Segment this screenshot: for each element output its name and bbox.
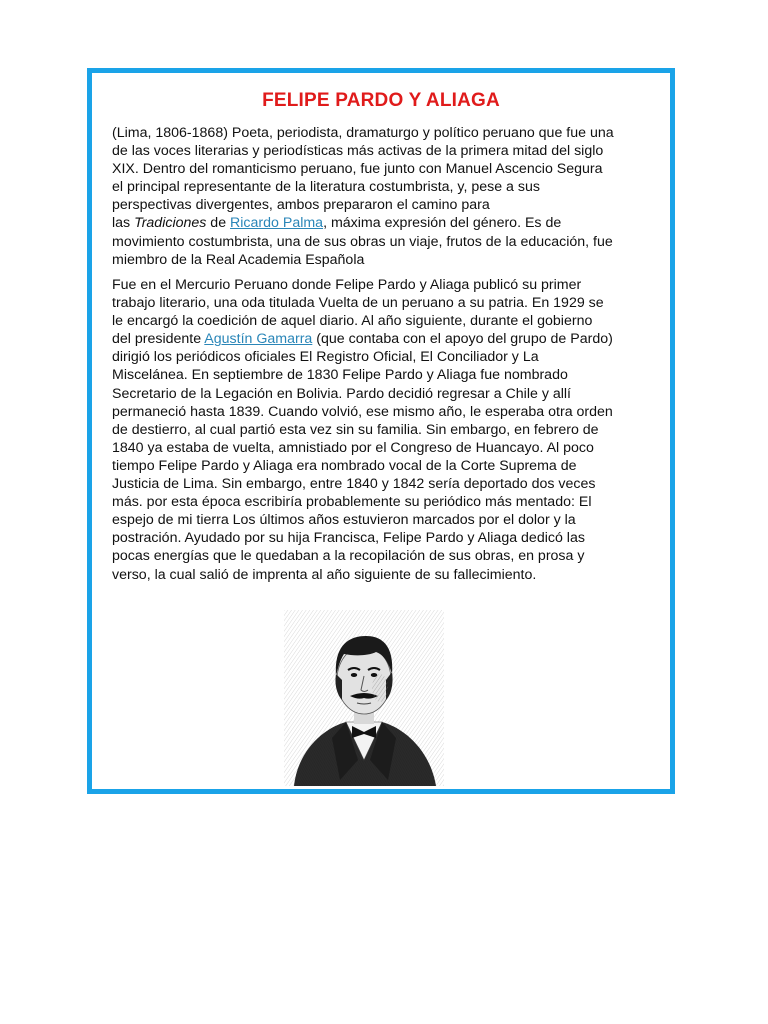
text-line: movimiento costumbrista, una de sus obras un viaje, frutos de la educación, fue — [112, 233, 613, 250]
link-ricardo-palma[interactable]: Ricardo Palma — [230, 215, 324, 232]
text-line: trabajo literario, una oda titulada Vuelta de un peruano a su patria. En 1929 se — [112, 295, 604, 312]
text-line: Justicia de Lima. Sin embargo, entre 1840 y 1842 sería deportado dos veces — [112, 476, 596, 493]
text-line: tiempo Felipe Pardo y Aliaga era nombrado vocal de la Corte Suprema de — [112, 457, 577, 474]
text-line — [112, 214, 664, 232]
text-line: perspectivas divergentes, ambos prepararon el camino para — [112, 197, 490, 214]
text-line: XIX. Dentro del romanticismo peruano, fue junto con Manuel Ascencio Segura — [112, 161, 603, 178]
text-line: verso, la cual salió de imprenta al año siguiente de su fallecimiento. — [112, 566, 537, 583]
content-frame — [87, 68, 675, 794]
text-fragment: del presidente — [112, 331, 205, 348]
text-line: el principal representante de la literatura costumbrista, y, pese a sus — [112, 179, 540, 196]
text-line: 1840 ya estaba de vuelta, amnistiado por el Congreso de Huancayo. Al poco — [112, 439, 594, 456]
italic-title-tradiciones: Tradiciones — [134, 215, 207, 232]
biography-paragraph-2 — [112, 276, 664, 584]
text-line: de las voces literarias y periodísticas más activas de la primera mitad del siglo — [112, 143, 604, 160]
text-line: dirigió los periódicos oficiales El Registro Oficial, El Conciliador y La — [112, 349, 539, 366]
text-fragment: de — [206, 215, 231, 232]
text-line: permaneció hasta 1839. Cuando volvió, ese mismo año, le esperaba otra orden — [112, 403, 613, 420]
page-title: FELIPE PARDO Y ALIAGA — [262, 90, 500, 111]
text-line — [112, 330, 664, 348]
text-fragment: , máxima expresión del género. Es de — [323, 215, 562, 232]
text-line: Fue en el Mercurio Peruano donde Felipe Pardo y Aliaga publicó su primer — [112, 277, 582, 293]
biography-paragraph-1 — [112, 124, 664, 269]
text-line: miembro de la Real Academia Española — [112, 251, 365, 268]
text-line: (Lima, 1806-1868) Poeta, periodista, dramaturgo y político peruano que fue una — [112, 125, 614, 141]
link-agustin-gamarra[interactable]: Agustín Gamarra — [204, 331, 313, 348]
text-line: postración. Ayudado por su hija Francisca, Felipe Pardo y Aliaga dedicó las — [112, 530, 585, 547]
text-fragment: (que contaba con el apoyo del grupo de Pardo) — [312, 331, 613, 348]
text-line: espejo de mi tierra Los últimos años estuvieron marcados por el dolor y la — [112, 512, 576, 529]
text-line: le encargó la coedición de aquel diario. Al año siguiente, durante el gobierno — [112, 313, 593, 330]
text-line: Secretario de la Legación en Bolivia. Pardo decidió regresar a Chile y allí — [112, 385, 571, 402]
text-line: Miscelánea. En septiembre de 1830 Felipe Pardo y Aliaga fue nombrado — [112, 367, 568, 384]
portrait-engraving — [284, 610, 444, 786]
text-line: pocas energías que le quedaban a la recopilación de sus obras, en prosa y — [112, 548, 585, 565]
text-line: más. por esta época escribiría probablemente su periódico más mentado: El — [112, 494, 592, 511]
text-fragment: las — [112, 215, 135, 232]
text-line: de destierro, al cual partió esta vez sin su familia. Sin embargo, en febrero de — [112, 421, 599, 438]
